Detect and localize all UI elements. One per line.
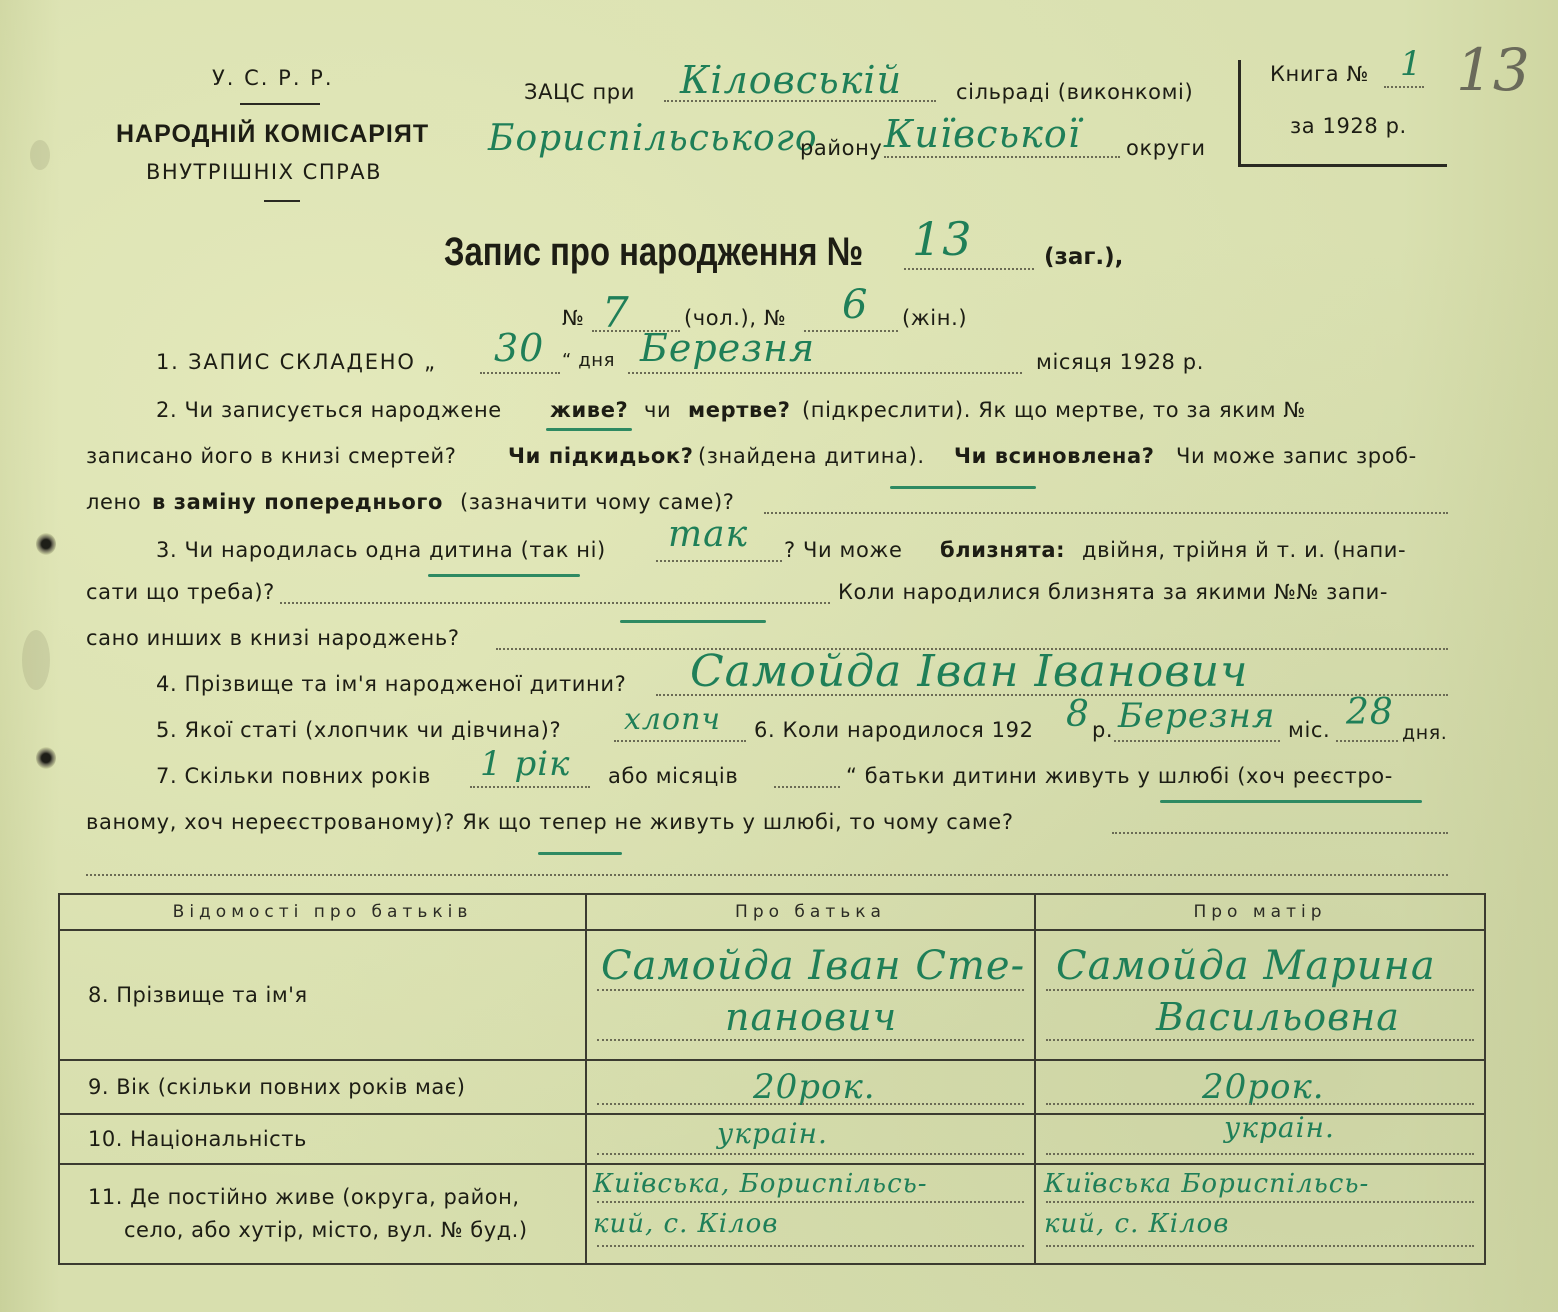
mother-nationality-cell — [1035, 1111, 1485, 1164]
father-nationality-cell — [586, 1114, 1035, 1164]
father-residence-cell — [586, 1164, 1035, 1264]
q5-label: 5. Якої статі (хлопчик чи дівчина)? — [156, 718, 562, 742]
mother-age: 20рок. — [1202, 1067, 1325, 1107]
child-sex: хлопч — [624, 702, 722, 737]
q2-replacement: в заміну попереднього — [152, 490, 443, 514]
row-label-nationality: 10. Національність — [59, 1114, 586, 1164]
q2-foundling: Чи підкидьок? — [508, 444, 694, 468]
col-header-mother: Про матір — [1035, 894, 1485, 930]
mother-name-line1: Самойда Марина — [1056, 943, 1436, 989]
table-header-row — [59, 894, 1485, 930]
q6-mis: міс. — [1288, 718, 1331, 742]
q2-line2-b: (знайдена дитина). — [698, 444, 925, 468]
okruha-word: округи — [1126, 136, 1206, 160]
q6-day-word: дня. — [1402, 722, 1448, 744]
mother-residence-line2: кий, с. Кілов — [1044, 1209, 1230, 1239]
q1-tail: місяця 1928 р. — [1036, 350, 1204, 374]
father-age-cell — [586, 1060, 1035, 1114]
father-nationality: украін. — [717, 1117, 828, 1150]
mother-nationality: украін. — [1224, 1111, 1335, 1144]
q2-alive-underline — [546, 428, 632, 431]
q3-mark — [428, 574, 580, 577]
mother-name-line2: Васильовна — [1156, 995, 1400, 1039]
village-council-suffix: сільраді (виконкомі) — [956, 80, 1194, 104]
punch-hole — [36, 747, 56, 769]
q2-line1-b: (підкреслити). Як що мертве, то за яким № — [802, 398, 1306, 422]
q3-twins: близнята: — [940, 538, 1066, 562]
birth-year-digit: 8 — [1066, 694, 1090, 735]
birth-month: Березня — [1118, 696, 1276, 736]
child-name: Самойда Іван Іванович — [690, 646, 1249, 697]
paper-stain — [30, 140, 50, 170]
q2-adopted-mark — [890, 486, 1036, 489]
page-title: Запис про народження № — [444, 230, 864, 274]
book-label: Книга № — [1270, 62, 1369, 86]
male-suffix: (чол.), № — [684, 306, 787, 330]
table-row-age — [59, 1060, 1485, 1114]
q3-line3-a: сано инших в книзі народжень? — [86, 626, 460, 650]
q7-line1-b: або місяців — [608, 764, 739, 788]
book-number: 1 — [1400, 44, 1423, 84]
row-label-name: 8. Прізвище та ім'я — [59, 930, 586, 1060]
zags-prefix: ЗАЦС при — [524, 80, 635, 104]
q3-line2-a: сати що треба)? — [86, 580, 275, 604]
paper-stain — [22, 630, 50, 690]
male-no-label: № — [562, 306, 585, 330]
q7-mark — [1160, 800, 1422, 803]
mother-age-cell — [1035, 1060, 1485, 1114]
q7-line1-c: “ батьки дитини живуть у шлюбі (хоч реєстро- — [846, 764, 1393, 788]
q2-adopted: Чи всиновлена? — [954, 444, 1155, 468]
okruha-name: Київської — [884, 112, 1081, 156]
q2-line2-a: записано його в книзі смертей? — [86, 444, 457, 468]
col-header-parents-info: Відомості про батьків — [59, 894, 586, 930]
header-rule — [264, 200, 300, 202]
father-age: 20рок. — [753, 1067, 876, 1107]
q7-mark-2 — [538, 852, 622, 855]
district-name: Бориспільського — [488, 118, 818, 159]
birth-day: 28 — [1346, 692, 1394, 733]
table-row-names — [59, 930, 1485, 1060]
q1-day-word: “ дня — [562, 350, 616, 371]
district-word: району — [800, 136, 883, 160]
mother-name-cell — [1035, 930, 1485, 1060]
header-internal-affairs: ВНУТРІШНІХ СПРАВ — [146, 160, 383, 184]
female-suffix: (жін.) — [902, 306, 968, 330]
row-label-residence-line2: село, або хутір, місто, вул. № буд.) — [124, 1218, 528, 1242]
q1-label: 1. ЗАПИС СКЛАДЕНО „ — [156, 350, 437, 374]
q3-line1-a: 3. Чи народилась одна дитина (так ні) — [156, 538, 606, 562]
q3-answer: так — [668, 514, 749, 555]
q7-line1-a: 7. Скільки повних років — [156, 764, 432, 788]
q3-line1-b: ? Чи може — [784, 538, 903, 562]
father-name-cell — [586, 930, 1035, 1060]
punch-hole — [36, 533, 56, 555]
header-republic: У. С. Р. Р. — [212, 66, 334, 90]
father-name-line2: панович — [725, 995, 898, 1039]
header-rule — [240, 103, 320, 105]
title-total-suffix: (заг.), — [1044, 244, 1124, 270]
q6-label: 6. Коли народилося 192 — [754, 718, 1034, 742]
row-label-age: 9. Вік (скільки повних років має) — [59, 1060, 586, 1114]
book-year: за 1928 р. — [1290, 114, 1407, 138]
table-row-residence — [59, 1164, 1485, 1264]
male-number: 7 — [602, 288, 630, 337]
q6-r: р. — [1092, 718, 1114, 742]
q4-label: 4. Прізвище та ім'я народженої дитини? — [156, 672, 627, 696]
mother-residence-line1: Київська Бориспільсь- — [1044, 1169, 1370, 1199]
q3-line1-c: двійня, трійня й т. и. (напи- — [1082, 538, 1407, 562]
father-name-line1: Самойда Іван Сте- — [601, 943, 1026, 989]
q2-line3-b: (зазначити чому саме)? — [460, 490, 735, 514]
header-commissariat: НАРОДНІЙ КОМІСАРІЯТ — [116, 120, 430, 148]
q3-line2-b: Коли народилися близнята за якими №№ запи- — [838, 580, 1389, 604]
mother-residence-cell — [1035, 1164, 1485, 1264]
village-name: Кіловській — [680, 58, 903, 102]
q2-line2-c: Чи може запис зроб- — [1176, 444, 1417, 468]
table-row-nationality — [59, 1114, 1485, 1164]
q2-or: чи — [644, 398, 672, 422]
row-label-residence — [59, 1164, 586, 1264]
q2-dead: мертве? — [688, 398, 791, 422]
q2-line3-a: лено — [86, 490, 142, 514]
marriage-years: 1 рік — [480, 744, 571, 784]
col-header-father: Про батька — [586, 894, 1035, 930]
father-residence-line1: Київська, Бориспільсь- — [593, 1169, 928, 1199]
q2-line1-a: 2. Чи записується народжене — [156, 398, 502, 422]
q3-mark-2 — [620, 620, 766, 623]
female-number: 6 — [842, 282, 869, 328]
q1-month: Березня — [640, 326, 816, 370]
q1-day: 30 — [494, 326, 545, 370]
father-residence-line2: кий, с. Кілов — [593, 1209, 779, 1239]
parents-table — [58, 893, 1486, 1265]
title-number: 13 — [912, 212, 973, 266]
q2-alive: живе? — [550, 398, 629, 422]
row-label-residence-line1: 11. Де постійно живе (округа, район, — [88, 1185, 520, 1209]
corner-record-number: 13 — [1456, 36, 1530, 104]
q7-line2-a: ваному, хоч нереєстрованому)? Як що тепер не живуть у шлюбі, то чому саме? — [86, 810, 1014, 834]
